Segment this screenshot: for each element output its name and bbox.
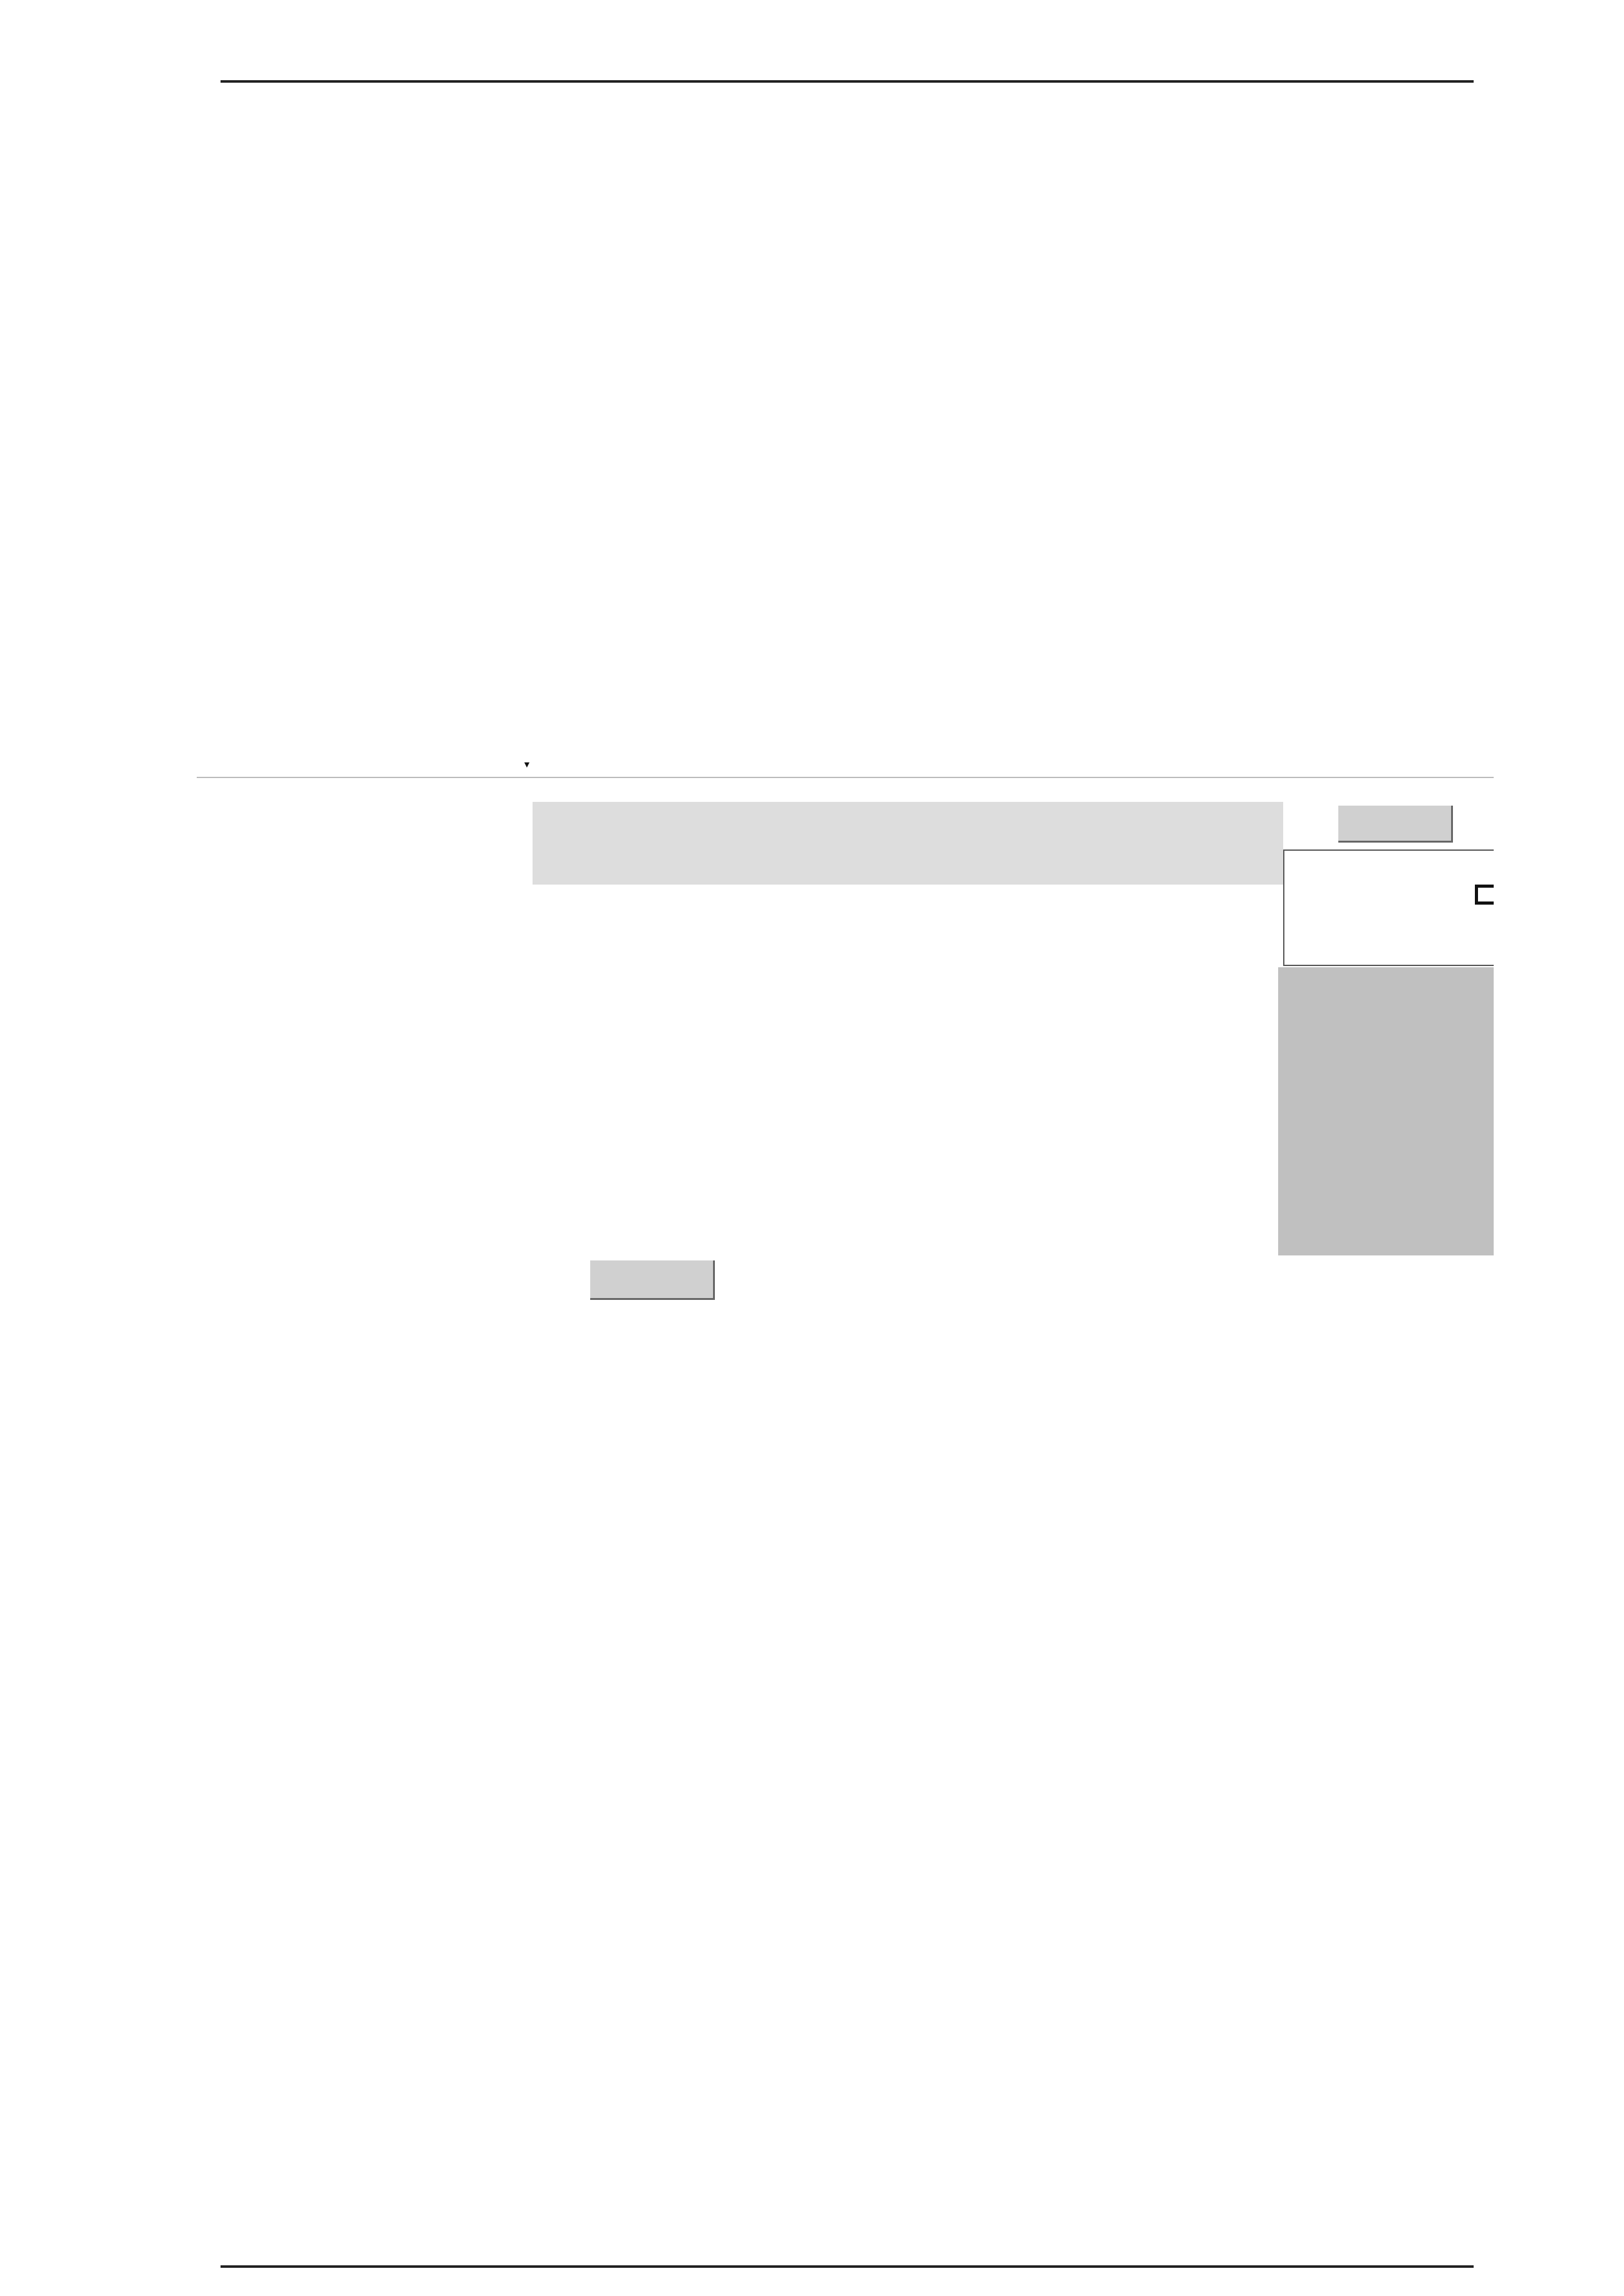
top-rule bbox=[221, 80, 1474, 83]
toc-button[interactable] bbox=[1338, 806, 1453, 843]
variant-box bbox=[1283, 849, 1494, 966]
selection-handle bbox=[1475, 885, 1494, 905]
spreadsheet-figure bbox=[197, 754, 1494, 1491]
sheet-title bbox=[533, 802, 1283, 885]
dropdown-arrow-icon[interactable]: ▼ bbox=[523, 759, 531, 769]
variant-equation bbox=[1284, 855, 1494, 868]
vba-solve-button[interactable] bbox=[590, 1260, 715, 1300]
chart-plot bbox=[1278, 967, 1494, 1255]
name-box[interactable] bbox=[197, 754, 510, 777]
formula-bar bbox=[197, 754, 1494, 778]
function-chart[interactable] bbox=[1278, 967, 1494, 1255]
bottom-rule bbox=[221, 2265, 1474, 2268]
